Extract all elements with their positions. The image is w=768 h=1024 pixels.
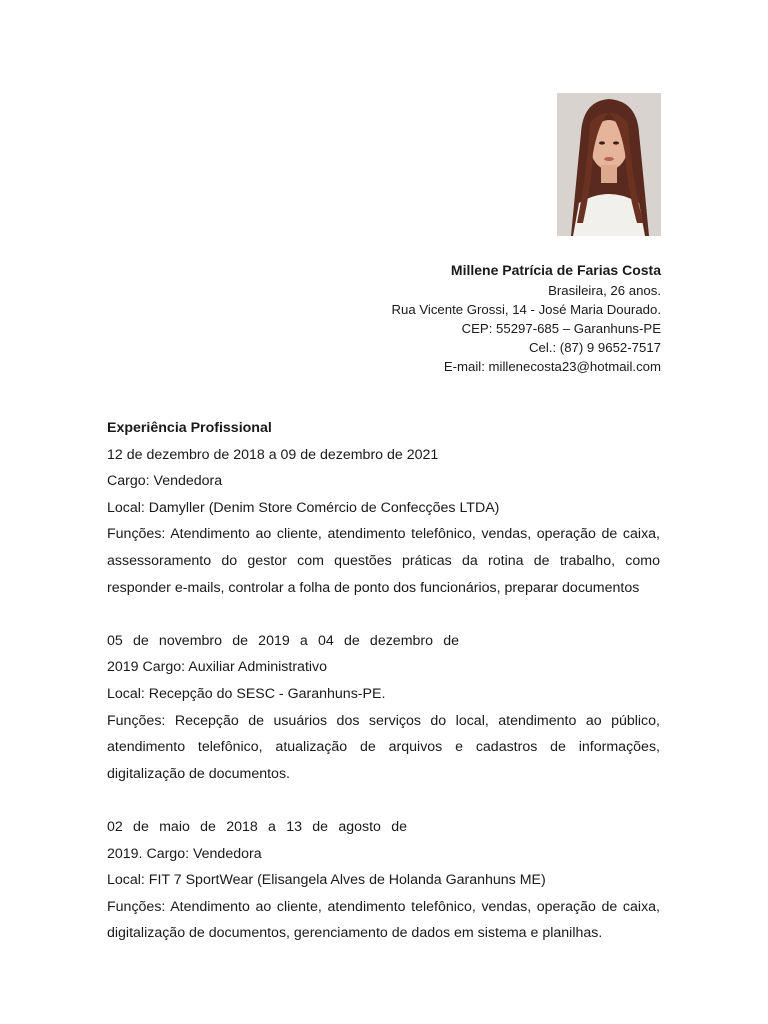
job-entry-2 — [107, 628, 660, 788]
job-funcoes: Funções: Atendimento ao cliente, atendimento telefônico, vendas, operação de caixa, assessoramento do gestor com questões práticas da rotina de trabalho, como responder e-mails, controlar a folha de ponto dos funcionários, preparar documentos — [107, 526, 660, 596]
job-period: 12 de dezembro de 2018 a 09 de dezembro de 2021 — [107, 446, 439, 463]
phone: Cel.: (87) 9 9652-7517 — [529, 340, 661, 355]
job-funcoes: Funções: Atendimento ao cliente, atendimento telefônico, vendas, operação de caixa, digitalização de documentos, gerenciamento de dados em sistema e planilhas. — [107, 898, 660, 942]
candidate-name: Millene Patrícia de Farias Costa — [450, 262, 661, 278]
job-cargo: 2019 Cargo: Auxiliar Administrativo — [107, 659, 328, 676]
job-entry-3 — [107, 814, 660, 947]
job-cargo: Cargo: Vendedora — [107, 473, 223, 490]
contact-header — [392, 259, 662, 376]
job-period: 02 de maio de 2018 a 13 de agosto de — [107, 818, 407, 835]
job-cargo: 2019. Cargo: Vendedora — [107, 845, 262, 862]
email: E-mail: millenecosta23@hotmail.com — [443, 359, 661, 374]
job-local: Local: FIT 7 SportWear (Elisangela Alves de Holanda Garanhuns ME) — [107, 872, 546, 889]
address: Rua Vicente Grossi, 14 - José Maria Dourado. — [391, 302, 661, 317]
section-title: Experiência Profissional — [107, 420, 272, 436]
job-funcoes: Funções: Recepção de usuários dos serviços do local, atendimento ao público, atendimento telefônico, atualização de arquivos e cadastros de informações, digitalização de documentos. — [107, 712, 660, 782]
job-entry-1 — [107, 442, 660, 602]
job-local: Local: Damyller (Denim Store Comércio de Confecções LTDA) — [107, 499, 500, 516]
profile-photo-image — [557, 93, 661, 236]
job-local: Local: Recepção do SESC - Garanhuns-PE. — [107, 685, 386, 702]
profile-photo — [557, 93, 661, 236]
job-period: 05 de novembro de 2019 a 04 de dezembro de — [107, 632, 459, 649]
nationality-age: Brasileira, 26 anos. — [548, 283, 661, 298]
experience-section — [107, 415, 660, 947]
cep-city: CEP: 55297-685 – Garanhuns-PE — [461, 321, 661, 336]
